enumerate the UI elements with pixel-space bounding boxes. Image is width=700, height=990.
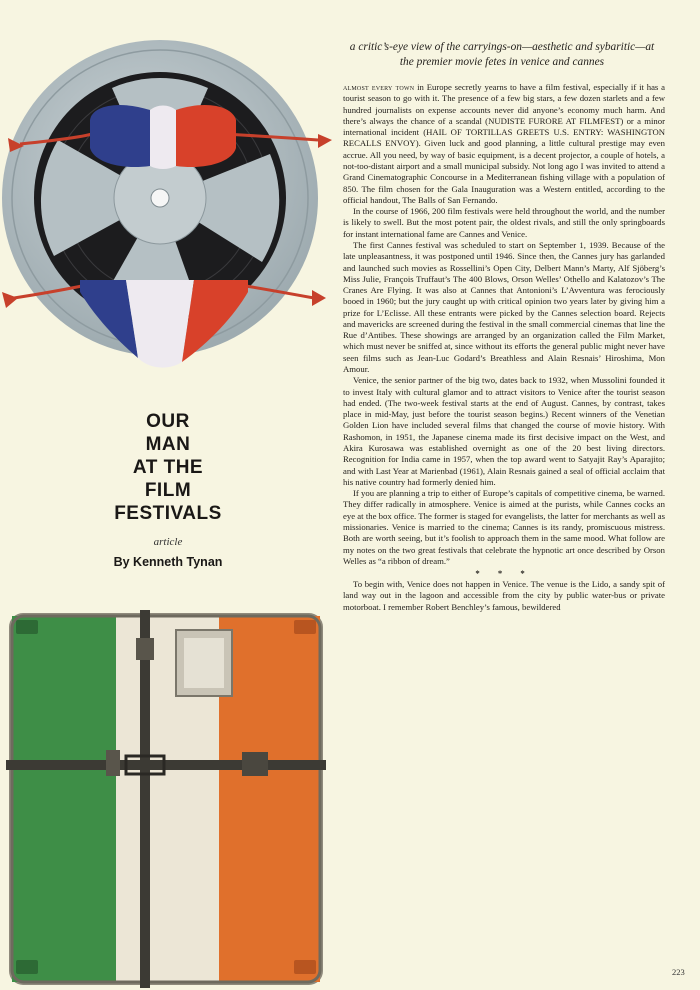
author-byline: By Kenneth Tynan bbox=[113, 555, 223, 569]
body-paragraph: To begin with, Venice does not happen in Venice. The venue is the Lido, a sandy spit of land way out in the lagoon and accessible from the city by public water-bus or private motorboat. I remember Robert Benchley’s famous, bewildered bbox=[343, 579, 665, 612]
film-reel-bikini-illustration bbox=[0, 36, 336, 368]
page-number: 223 bbox=[672, 967, 685, 977]
headline-line: FILM bbox=[144, 480, 192, 501]
section-separator: * * * bbox=[475, 568, 533, 579]
headline-line: AT THE bbox=[132, 457, 204, 478]
article-headline bbox=[78, 410, 258, 525]
body-paragraph: In the course of 1966, 200 film festivals were held throughout the world, and the number is likely to swell. But the most potent pair, the oldest rivals, and still the only springboards for instant international fame are Cannes and Venice. bbox=[343, 206, 665, 239]
article-deck: a critic’s-eye view of the carryings-on—aesthetic and sybaritic—at the premier movie fetes in venice and cannes bbox=[349, 41, 655, 68]
body-paragraph: almost every town in Europe secretly yearns to have a film festival, especially if it has a tourist season to go with it. The presence of a few big stars, a few dozen starlets and a few hundred journalists on expense accounts never did anyone’s economy much harm. And there’s always the chance of a scandal (NUDISTE FURORE AT FILMFEST) or a minor international incident (HAIL OF TORTILLAS GREETS U.S. ENTRY: WASHINGTON RECALLS ENVOY). Given luck and good planning, a little cultural prestige may even accrue. All you need, by way of basic equipment, is a decent projector, a couple of hotels, a not-too-distant airport and a small municipal subsidy. Not long ago I was invited to attend a Grand Cinematographic Concourse in a Mediterranean fishing village with a population of 850. The film chosen for the Gala Inauguration was a Western entitled, according to the official handout, The Balls of San Fernando. bbox=[343, 82, 665, 205]
headline-line: FESTIVALS bbox=[114, 503, 222, 524]
lead-in-caps: almost every town bbox=[343, 82, 415, 92]
headline-line: MAN bbox=[145, 434, 191, 455]
body-paragraph: If you are planning a trip to either of Europe’s capitals of competitive cinema, be warned. They differ radically in atmosphere. Venice is aimed at the purists, while Cannes cocks an eye at the box office. The former is staged for evangelists, the latter for merchants as well as missionaries. Venice is married to the cinema; Cannes is its randy, promiscuous mistress. Both are worth seeing, but it’s foolish to approach them in the same mood. What follow are my notes on the two great festivals that celebrate the hypnotic art once described by Orson Welles as “a ribbon of dream.” bbox=[343, 488, 665, 566]
article-body bbox=[343, 82, 665, 613]
body-paragraph: The first Cannes festival was scheduled to start on September 1, 1939. Because of the late unpleasantness, it was postponed until 1946. Since then, the Cannes jury has garlanded and launched such movies as Rossellini’s Open City, Delbert Mann’s Marty, Alf Sjöberg’s Miss Julie, François Truffaut’s The 400 Blows, Orson Welles’ Othello and Kalatozov’s The Cranes Are Flying. It was also at Cannes that Antonioni’s L’Avventura was ferociously booed in 1960; but the jury caught up with critical opinion two years later by giving him a prize for L’Eclisse. All these entrants were picked by the Cannes selection board. Rejects and mavericks are screened during the festival in the small commercial cinemas that line the Rue d’Antibes. These showings are arranged by an organization called the Film Market, which must never be sniffed at, since without its efforts the general public might never have seen films such as Jean-Luc Godard’s Breathless and Alain Resnais’ Hiroshima, Mon Amour. bbox=[343, 239, 665, 375]
italian-flag-film-case-illustration bbox=[6, 610, 326, 988]
headline-line: OUR bbox=[146, 411, 190, 432]
body-paragraph: Venice, the senior partner of the big two, dates back to 1932, when Mussolini founded it to invest Italy with cultural glamor and to attract visitors to Venice after the tourist season had ended. (The two-week festival starts at the end of August. Cannes, by contrast, takes place in mid-May, just before the tourist season begins.) Recent winners of the Venetian Golden Lion have included several films that changed the course of movie history. With Rashomon, in 1951, the Japanese cinema made its first decisive impact on the West, and Akira Kurosawa was established overnight as one of the 20 best living directors. Recognition for India came in 1957, when the top award went to Satyajit Ray’s Aparajito; and with Last Year at Marienbad (1961), Alain Resnais gained a seal of official acclaim that his native country had formerly denied him. bbox=[343, 375, 665, 487]
article-kicker: article bbox=[153, 536, 183, 548]
